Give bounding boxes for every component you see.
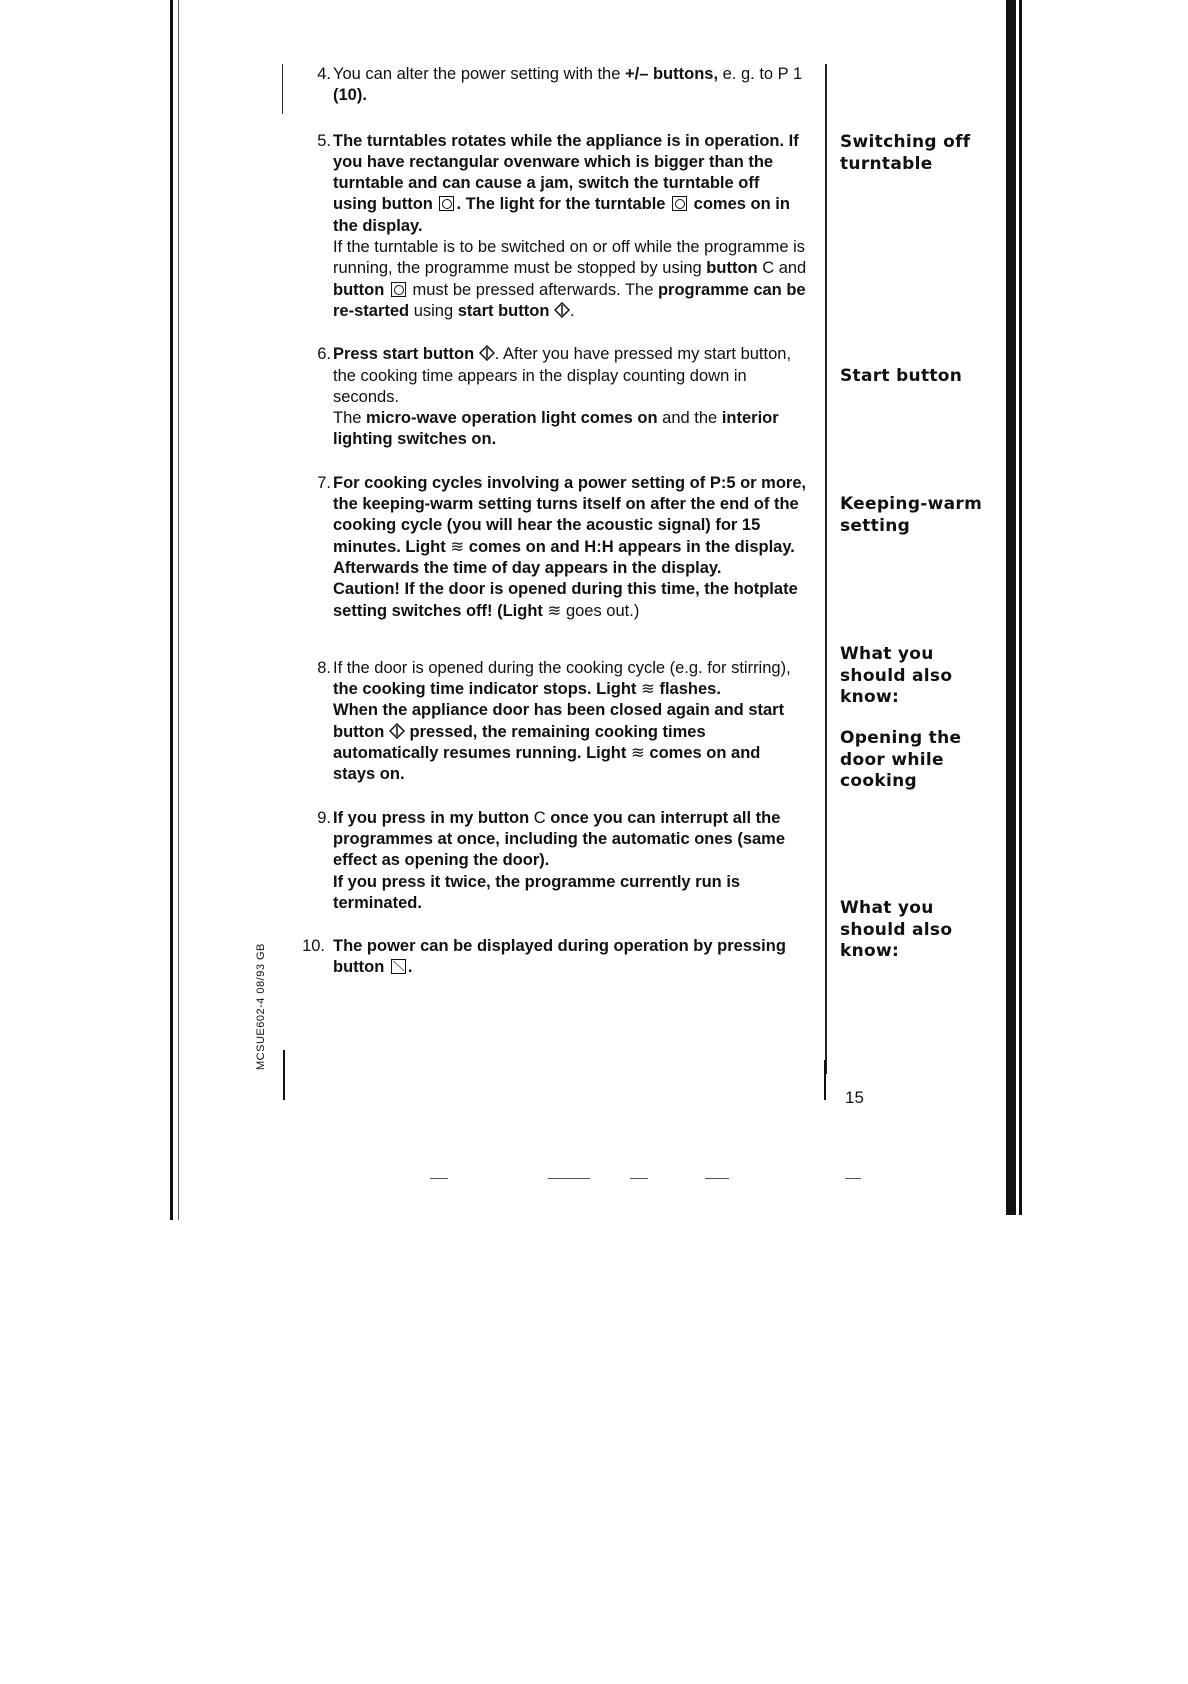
footer-dash <box>705 1178 729 1179</box>
keep-warm-light-icon: ≋ <box>547 601 562 620</box>
list-item <box>302 936 807 979</box>
item-text: If you press in my button C once you can interrupt all the programmes at once, including the automatic ones (same effect as opening the door). <box>333 808 786 870</box>
footer-dash <box>548 1178 590 1179</box>
list-item <box>307 658 807 786</box>
item-number: 5. <box>317 131 331 150</box>
item-text: The micro-wave operation light comes on and the interior lighting switches on. <box>333 409 779 449</box>
margin-note-also-know: What you should also know: <box>840 644 953 707</box>
item-text: If the door is opened during the cooking cycle (e.g. for stirring), the cooking time indicator stops. Light ≋ flashes. <box>333 658 807 701</box>
start-button-icon <box>389 723 405 739</box>
item-text: Press start button . After you have pressed my start button, the cooking time appears in the display counting down in seconds. <box>333 345 792 406</box>
left-scan-bar <box>170 0 173 1220</box>
item-number: 7. <box>317 473 331 492</box>
item-number: 4. <box>317 65 331 83</box>
item-text: The power can be displayed during operation by pressing button . <box>333 937 786 977</box>
footer-dash <box>845 1178 861 1179</box>
right-scan-bar-2 <box>1019 0 1022 1215</box>
list-item <box>307 64 807 107</box>
document-code: MCSUE602-4 08/93 GB <box>255 943 267 1070</box>
page-number: 15 <box>845 1088 864 1107</box>
column-divider-left <box>282 64 283 114</box>
caution-text: Caution! If the door is opened during this time, the hotplate setting switches off! (Light ≋ goes out.) <box>333 579 807 622</box>
start-button-icon <box>479 345 495 361</box>
item-text: If the turntable is to be switched on or off while the programme is running, the programme must be stopped by using button C and button must be pressed afterwards. The programme can be re-started using start button . <box>333 238 807 320</box>
margin-note-also-know: What you should also know: <box>840 898 953 961</box>
item-number: 10. <box>302 937 325 956</box>
list-item <box>307 473 807 622</box>
item-number: 9. <box>317 808 331 827</box>
start-button-icon <box>554 302 570 318</box>
item-text: For cooking cycles involving a power setting of P:5 or more, the keeping-warm setting turns itself on after the end of the cooking cycle (you will hear the acoustic signal) for 15 minutes. Light ≋ comes on and H:H appears in the display. Afterwards the time of day appears in the display. <box>333 473 807 577</box>
turntable-light-icon <box>672 196 687 211</box>
column-divider-right <box>825 64 827 1074</box>
instruction-list <box>302 64 807 999</box>
margin-note-opening-door: Opening the door while cooking <box>840 728 962 791</box>
item-number: 8. <box>317 658 331 677</box>
keep-warm-light-icon: ≋ <box>641 680 655 699</box>
column-divider-left-bottom <box>283 1050 285 1100</box>
item-text: When the appliance door has been closed again and start button pressed, the remaining cooking times automatically resumes running. Light ≋ comes on and stays on. <box>333 701 785 784</box>
margin-note-switching-off-turntable: Switching off turntable <box>840 132 971 174</box>
item-text: You can alter the power setting with the +/– buttons, e. g. to P 1 (10). <box>333 65 803 105</box>
item-text: If you press it twice, the programme currently run is terminated. <box>333 872 741 912</box>
turntable-button-icon <box>439 196 454 211</box>
item-number: 6. <box>317 345 331 364</box>
turntable-button-icon <box>391 282 406 297</box>
power-display-icon <box>391 959 406 974</box>
margin-note-start-button: Start button <box>840 366 963 386</box>
item-text: The turntables rotates while the appliance is in operation. If you have rectangular ovenware which is bigger than the turntable and can cause a jam, switch the turntable off using button . The light for the turntable comes on in the display. <box>333 131 799 235</box>
keep-warm-light-icon: ≋ <box>630 744 645 763</box>
list-item <box>307 344 807 450</box>
keep-warm-light-icon: ≋ <box>450 537 465 556</box>
margin-note-keeping-warm: Keeping-warm setting <box>840 494 983 536</box>
column-divider-right-bottom <box>824 1060 826 1100</box>
c-button-icon: C <box>533 808 546 827</box>
left-scan-bar-thin <box>178 0 179 1220</box>
c-button-icon: C <box>757 259 779 278</box>
footer-dash <box>430 1178 448 1179</box>
list-item <box>307 131 807 323</box>
list-item <box>307 808 807 914</box>
right-scan-bar <box>1006 0 1016 1215</box>
footer-dash <box>630 1178 648 1179</box>
